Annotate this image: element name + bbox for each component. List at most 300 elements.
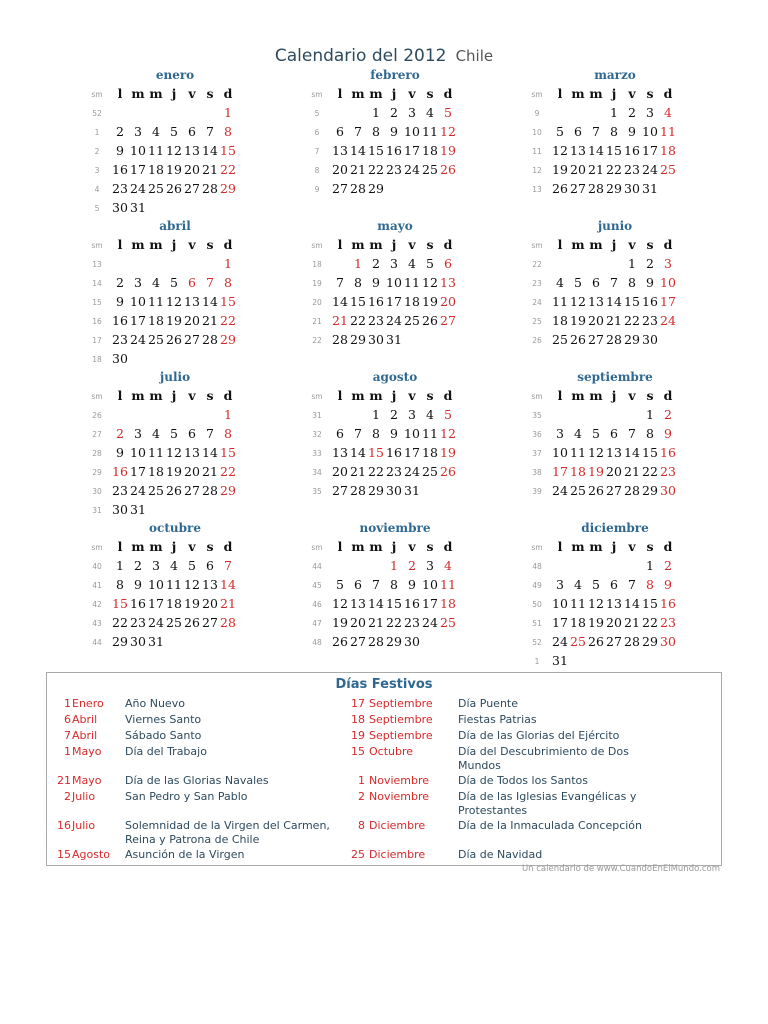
day-cell: 10	[552, 445, 568, 460]
month-febrero	[310, 68, 510, 218]
day-cell: 11	[440, 577, 456, 592]
week-number: 1	[534, 657, 540, 666]
weekday-label: v	[408, 539, 416, 554]
month-name: diciembre	[581, 521, 649, 535]
day-cell: 31	[130, 502, 146, 517]
day-cell: 19	[588, 615, 604, 630]
weekday-label: m	[369, 388, 383, 403]
day-cell: 6	[336, 426, 344, 441]
day-cell: 10	[130, 445, 146, 460]
day-cell: 8	[610, 124, 618, 139]
day-cell: 15	[368, 143, 384, 158]
day-cell: 8	[628, 275, 636, 290]
holiday-day: 15	[57, 848, 71, 861]
day-cell: 23	[660, 615, 676, 630]
day-cell: 10	[422, 577, 438, 592]
weekday-label: s	[426, 388, 434, 403]
day-cell: 9	[116, 445, 124, 460]
day-cell: 29	[368, 181, 384, 196]
weekday-label: m	[369, 86, 383, 101]
week-number: 35	[532, 411, 542, 420]
day-cell: 10	[148, 577, 164, 592]
day-cell: 18	[404, 294, 420, 309]
day-cell: 12	[588, 596, 604, 611]
day-cell: 25	[166, 615, 182, 630]
month-septiembre	[530, 370, 730, 520]
day-cell: 20	[332, 162, 348, 177]
holiday-name: Día Puente	[458, 697, 518, 710]
day-cell: 4	[444, 558, 452, 573]
day-cell: 16	[112, 313, 128, 328]
week-number: 25	[532, 317, 542, 326]
day-cell: 1	[354, 256, 362, 271]
day-cell: 23	[112, 332, 128, 347]
week-number: 42	[92, 600, 102, 609]
holiday-name: Día de las Glorias Navales	[125, 774, 269, 787]
day-cell: 22	[606, 162, 622, 177]
week-number: 15	[92, 298, 102, 307]
month-mayo	[310, 219, 510, 369]
weekday-label: v	[188, 86, 196, 101]
day-cell: 1	[372, 407, 380, 422]
day-cell: 18	[422, 143, 438, 158]
holiday-name: Asunción de la Virgen	[125, 848, 245, 861]
week-number: 4	[94, 185, 100, 194]
day-cell: 7	[610, 275, 618, 290]
month-name: enero	[155, 68, 195, 82]
weekday-label: l	[337, 539, 343, 554]
day-cell: 5	[426, 256, 434, 271]
day-cell: 27	[202, 615, 218, 630]
day-cell: 14	[606, 294, 622, 309]
holiday-name: Día de la Inmaculada Concepción	[458, 819, 642, 832]
day-cell: 22	[220, 162, 236, 177]
day-cell: 7	[592, 124, 600, 139]
day-cell: 20	[184, 313, 200, 328]
week-number: 6	[314, 128, 320, 137]
day-cell: 23	[404, 615, 420, 630]
holiday-month: Noviembre	[369, 790, 430, 803]
day-cell: 1	[224, 256, 232, 271]
day-cell: 24	[422, 615, 438, 630]
weekday-label: v	[628, 237, 636, 252]
day-cell: 7	[224, 558, 232, 573]
week-number: 12	[532, 166, 542, 175]
day-cell: 24	[552, 483, 568, 498]
day-cell: 2	[390, 105, 398, 120]
holiday-name: Viernes Santo	[125, 713, 202, 726]
day-cell: 3	[664, 256, 672, 271]
day-cell: 23	[642, 313, 658, 328]
day-cell: 28	[350, 483, 366, 498]
day-cell: 23	[130, 615, 146, 630]
week-number: 35	[312, 487, 322, 496]
day-cell: 20	[350, 615, 366, 630]
day-cell: 24	[404, 162, 420, 177]
day-cell: 12	[166, 445, 182, 460]
day-cell: 19	[184, 596, 200, 611]
day-cell: 3	[556, 577, 564, 592]
day-cell: 19	[588, 464, 604, 479]
day-cell: 18	[570, 615, 586, 630]
week-number: 43	[92, 619, 102, 628]
weekday-label: s	[206, 86, 214, 101]
day-cell: 21	[350, 162, 366, 177]
day-cell: 5	[592, 426, 600, 441]
day-cell: 4	[556, 275, 564, 290]
day-cell: 18	[440, 596, 456, 611]
weekday-label: m	[589, 237, 603, 252]
month-agosto	[310, 370, 510, 520]
day-cell: 4	[664, 105, 672, 120]
day-cell: 11	[148, 143, 164, 158]
day-cell: 21	[350, 464, 366, 479]
day-cell: 23	[386, 464, 402, 479]
day-cell: 12	[552, 143, 568, 158]
holiday-name: San Pedro y San Pablo	[125, 790, 248, 803]
day-cell: 20	[332, 464, 348, 479]
day-cell: 19	[332, 615, 348, 630]
day-cell: 22	[220, 464, 236, 479]
day-cell: 2	[116, 124, 124, 139]
day-cell: 20	[588, 313, 604, 328]
day-cell: 27	[606, 483, 622, 498]
day-cell: 5	[444, 407, 452, 422]
day-cell: 10	[642, 124, 658, 139]
month-name: septiembre	[577, 370, 653, 384]
weekday-label: m	[149, 388, 163, 403]
holiday-day: 19	[351, 729, 365, 742]
day-cell: 1	[646, 558, 654, 573]
day-cell: 30	[112, 351, 128, 366]
day-cell: 31	[148, 634, 164, 649]
day-cell: 27	[184, 483, 200, 498]
day-cell: 24	[552, 634, 568, 649]
day-cell: 29	[642, 634, 658, 649]
day-cell: 28	[220, 615, 236, 630]
day-cell: 13	[184, 143, 200, 158]
day-cell: 21	[368, 615, 384, 630]
day-cell: 9	[116, 294, 124, 309]
day-cell: 24	[130, 483, 146, 498]
day-cell: 10	[130, 294, 146, 309]
day-cell: 16	[386, 143, 402, 158]
day-cell: 22	[112, 615, 128, 630]
day-cell: 5	[556, 124, 564, 139]
day-cell: 9	[646, 275, 654, 290]
week-number: 37	[532, 449, 542, 458]
day-cell: 12	[422, 275, 438, 290]
day-cell: 25	[404, 313, 420, 328]
day-cell: 26	[422, 313, 438, 328]
day-cell: 29	[368, 483, 384, 498]
day-cell: 28	[350, 181, 366, 196]
week-number: 18	[312, 260, 322, 269]
month-name: junio	[597, 219, 633, 233]
day-cell: 28	[588, 181, 604, 196]
day-cell: 31	[404, 483, 420, 498]
day-cell: 26	[332, 634, 348, 649]
day-cell: 14	[202, 294, 218, 309]
week-number: 44	[92, 638, 102, 647]
day-cell: 25	[552, 332, 568, 347]
holiday-month: Septiembre	[369, 697, 433, 710]
weekday-label: l	[557, 86, 563, 101]
weekday-label: s	[206, 237, 214, 252]
day-cell: 12	[570, 294, 586, 309]
day-cell: 4	[152, 124, 160, 139]
day-cell: 2	[116, 426, 124, 441]
day-cell: 13	[332, 445, 348, 460]
day-cell: 8	[224, 275, 232, 290]
day-cell: 7	[372, 577, 380, 592]
weekday-label: m	[131, 237, 145, 252]
day-cell: 26	[166, 181, 182, 196]
day-cell: 27	[606, 634, 622, 649]
day-cell: 18	[660, 143, 676, 158]
day-cell: 31	[130, 200, 146, 215]
day-cell: 17	[148, 596, 164, 611]
day-cell: 29	[350, 332, 366, 347]
weekday-label: s	[206, 539, 214, 554]
day-cell: 2	[372, 256, 380, 271]
day-cell: 27	[588, 332, 604, 347]
day-cell: 23	[368, 313, 384, 328]
weekday-label: l	[337, 86, 343, 101]
weekday-label: j	[171, 539, 177, 554]
month-name: julio	[159, 370, 191, 384]
day-cell: 6	[188, 426, 196, 441]
day-cell: 31	[552, 653, 568, 668]
day-cell: 5	[444, 105, 452, 120]
day-cell: 9	[372, 275, 380, 290]
day-cell: 12	[332, 596, 348, 611]
day-cell: 14	[588, 143, 604, 158]
weekday-label: m	[131, 539, 145, 554]
week-number: 36	[532, 430, 542, 439]
day-cell: 7	[628, 426, 636, 441]
day-cell: 4	[152, 275, 160, 290]
holiday-day: 16	[57, 819, 71, 832]
day-cell: 29	[112, 634, 128, 649]
day-cell: 15	[624, 294, 640, 309]
day-cell: 15	[642, 596, 658, 611]
week-number: 45	[312, 581, 322, 590]
holiday-month: Enero	[72, 697, 104, 710]
day-cell: 14	[350, 445, 366, 460]
month-name: noviembre	[359, 521, 431, 535]
day-cell: 13	[570, 143, 586, 158]
holidays-title: Días Festivos	[335, 677, 433, 692]
holiday-day: 1	[358, 774, 365, 787]
day-cell: 5	[170, 426, 178, 441]
day-cell: 1	[224, 105, 232, 120]
day-cell: 20	[202, 596, 218, 611]
day-cell: 1	[390, 558, 398, 573]
holiday-name: Día de Todos los Santos	[458, 774, 589, 787]
holiday-name: Día del Descubrimiento de Dos Mundos	[458, 745, 629, 772]
week-number: 39	[532, 487, 542, 496]
weekday-label: m	[149, 539, 163, 554]
day-cell: 26	[552, 181, 568, 196]
month-marzo	[530, 68, 730, 218]
day-cell: 28	[202, 483, 218, 498]
day-cell: 12	[184, 577, 200, 592]
weekday-label: j	[611, 388, 617, 403]
day-cell: 15	[642, 445, 658, 460]
weekday-label: d	[443, 86, 453, 101]
day-cell: 7	[354, 426, 362, 441]
day-cell: 14	[624, 445, 640, 460]
day-cell: 19	[552, 162, 568, 177]
day-cell: 29	[606, 181, 622, 196]
weekday-label: m	[351, 86, 365, 101]
day-cell: 8	[224, 124, 232, 139]
day-cell: 9	[628, 124, 636, 139]
holiday-month: Mayo	[72, 745, 102, 758]
day-cell: 20	[184, 162, 200, 177]
day-cell: 3	[646, 105, 654, 120]
weekday-label: m	[589, 388, 603, 403]
day-cell: 24	[148, 615, 164, 630]
day-cell: 29	[220, 181, 236, 196]
week-number: 28	[92, 449, 102, 458]
day-cell: 6	[206, 558, 214, 573]
holiday-day: 15	[351, 745, 365, 758]
day-cell: 24	[130, 181, 146, 196]
weekday-label: m	[571, 539, 585, 554]
day-cell: 18	[148, 162, 164, 177]
week-number: 27	[92, 430, 102, 439]
holiday-name: Día de las Glorias del Ejército	[458, 729, 620, 742]
holiday-day: 7	[64, 729, 71, 742]
weekday-label: j	[391, 388, 397, 403]
day-cell: 7	[336, 275, 344, 290]
day-cell: 26	[184, 615, 200, 630]
month-name: octubre	[149, 521, 201, 535]
weekday-label: d	[223, 388, 233, 403]
day-cell: 30	[642, 332, 658, 347]
day-cell: 29	[220, 332, 236, 347]
day-cell: 21	[202, 162, 218, 177]
day-cell: 11	[660, 124, 676, 139]
day-cell: 2	[664, 407, 672, 422]
day-cell: 18	[422, 445, 438, 460]
holiday-day: 2	[358, 790, 365, 803]
holiday-month: Abril	[72, 729, 98, 742]
weekday-label: m	[131, 86, 145, 101]
day-cell: 29	[386, 634, 402, 649]
weekday-label: j	[611, 86, 617, 101]
week-number-header: sm	[311, 90, 323, 99]
day-cell: 7	[206, 275, 214, 290]
weekday-label: s	[646, 388, 654, 403]
weekday-label: j	[391, 539, 397, 554]
day-cell: 24	[130, 332, 146, 347]
week-number: 34	[312, 468, 322, 477]
day-cell: 9	[664, 426, 672, 441]
week-number: 41	[92, 581, 102, 590]
weekday-label: j	[171, 86, 177, 101]
day-cell: 8	[646, 426, 654, 441]
day-cell: 30	[660, 483, 676, 498]
day-cell: 3	[152, 558, 160, 573]
week-number: 26	[532, 336, 542, 345]
day-cell: 13	[606, 445, 622, 460]
day-cell: 4	[408, 256, 416, 271]
weekday-label: j	[171, 388, 177, 403]
week-number: 31	[92, 506, 102, 515]
day-cell: 13	[332, 143, 348, 158]
week-number-header: sm	[91, 543, 103, 552]
country-label: Chile	[455, 47, 494, 65]
day-cell: 2	[628, 105, 636, 120]
weekday-label: l	[117, 539, 123, 554]
day-cell: 12	[440, 426, 456, 441]
day-cell: 26	[166, 332, 182, 347]
day-cell: 14	[368, 596, 384, 611]
day-cell: 1	[116, 558, 124, 573]
weekday-label: s	[206, 388, 214, 403]
day-cell: 6	[444, 256, 452, 271]
holiday-day: 1	[64, 697, 71, 710]
week-number-header: sm	[531, 90, 543, 99]
weekday-label: m	[589, 539, 603, 554]
weekday-label: m	[351, 539, 365, 554]
weekday-label: m	[571, 86, 585, 101]
day-cell: 5	[592, 577, 600, 592]
day-cell: 19	[422, 294, 438, 309]
day-cell: 25	[570, 483, 586, 498]
day-cell: 29	[624, 332, 640, 347]
day-cell: 28	[624, 634, 640, 649]
day-cell: 3	[134, 124, 142, 139]
day-cell: 18	[148, 464, 164, 479]
day-cell: 8	[646, 577, 654, 592]
week-number-header: sm	[91, 241, 103, 250]
day-cell: 27	[350, 634, 366, 649]
week-number: 3	[94, 166, 100, 175]
calendar-title: Calendario del 2012	[274, 46, 447, 66]
week-number: 48	[532, 562, 542, 571]
day-cell: 16	[112, 464, 128, 479]
holiday-month: Diciembre	[369, 819, 426, 832]
day-cell: 4	[426, 105, 434, 120]
week-number-header: sm	[531, 543, 543, 552]
week-number: 32	[312, 430, 322, 439]
day-cell: 11	[166, 577, 182, 592]
holiday-month: Mayo	[72, 774, 102, 787]
day-cell: 27	[440, 313, 456, 328]
day-cell: 15	[112, 596, 128, 611]
day-cell: 7	[206, 124, 214, 139]
week-number: 16	[92, 317, 102, 326]
day-cell: 20	[606, 615, 622, 630]
day-cell: 2	[116, 275, 124, 290]
day-cell: 10	[130, 143, 146, 158]
day-cell: 25	[660, 162, 676, 177]
day-cell: 19	[166, 464, 182, 479]
day-cell: 27	[184, 332, 200, 347]
weekday-label: d	[443, 388, 453, 403]
day-cell: 2	[134, 558, 142, 573]
day-cell: 28	[332, 332, 348, 347]
day-cell: 2	[664, 558, 672, 573]
day-cell: 22	[386, 615, 402, 630]
day-cell: 25	[148, 181, 164, 196]
week-number: 20	[312, 298, 322, 307]
weekday-label: v	[408, 237, 416, 252]
